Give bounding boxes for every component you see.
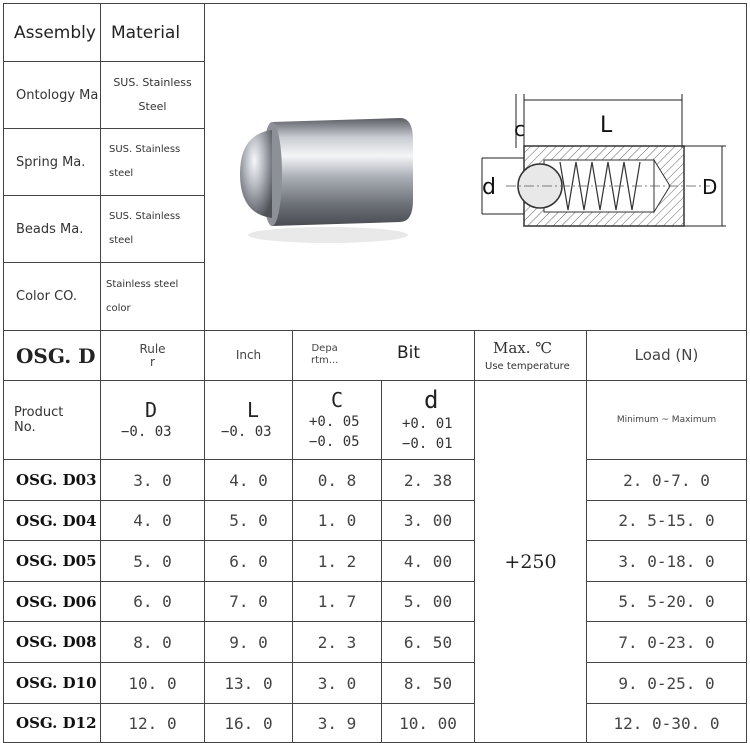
cell-value: OSG. D04	[16, 511, 97, 530]
dept-header	[311, 343, 338, 367]
inch-header-label: Inch	[235, 348, 262, 362]
material-header	[100, 3, 205, 62]
table-cell-L	[204, 703, 293, 743]
material-row-key	[3, 61, 101, 129]
cell-value: 5. 5-20. 0	[618, 592, 715, 611]
table-cell-L	[204, 459, 293, 501]
product-no-line2: No.	[14, 420, 36, 435]
cell-value: 6. 50	[403, 632, 453, 652]
sub-d-tol2: −0. 01	[402, 436, 453, 452]
sub-D-letter: D	[145, 398, 158, 422]
table-cell-D	[100, 459, 205, 501]
sub-d-letter: d	[424, 386, 439, 414]
diagram-label-D: D	[702, 175, 718, 199]
table-cell-L	[204, 581, 293, 622]
spring-value: SUS. Stainless steel	[109, 144, 181, 179]
table-cell-d	[381, 703, 475, 743]
cell-value: 1. 7	[317, 592, 357, 611]
cell-value: 8. 0	[133, 632, 172, 652]
ontology-value-line1: SUS. Stainless	[113, 76, 192, 89]
sub-D-tol2: −0. 03	[121, 424, 172, 440]
table-cell-load	[586, 459, 747, 501]
dept-bit-header	[292, 330, 475, 381]
cell-value: 5. 00	[403, 592, 453, 611]
table-cell-load	[586, 703, 747, 743]
cell-value: 9. 0	[229, 632, 268, 652]
cell-value: 4. 00	[403, 551, 453, 571]
cell-value: 6. 0	[229, 551, 268, 571]
cell-value: OSG. D08	[16, 633, 97, 651]
table-cell-model	[3, 459, 101, 501]
sub-L-tol2: −0. 03	[221, 424, 272, 440]
table-cell-C	[292, 662, 382, 704]
beads-value: SUS. Stainless steel	[109, 211, 181, 246]
spec-table-title	[3, 330, 101, 381]
cell-value: 1. 2	[317, 551, 357, 571]
table-cell-D	[100, 540, 205, 582]
color-value: Stainless steel color	[106, 278, 179, 314]
table-cell-model	[3, 662, 101, 704]
series-title: OSG. D	[16, 343, 96, 368]
table-cell-C	[292, 581, 382, 622]
color-key: Color CO.	[16, 289, 77, 304]
material-row-value	[100, 262, 205, 331]
cell-value: 5. 0	[229, 511, 268, 530]
sub-L-letter: L	[247, 398, 260, 422]
table-cell-d	[381, 540, 475, 582]
table-cell-load	[586, 621, 747, 663]
load-header-label: Load (N)	[634, 346, 699, 364]
table-cell-C	[292, 500, 382, 541]
diagram-label-L: L	[600, 113, 613, 138]
load-header	[586, 330, 747, 381]
table-cell-D	[100, 662, 205, 704]
assembly-header-label: Assembly	[14, 22, 96, 43]
material-header-label: Material	[111, 22, 181, 43]
rule-header	[100, 330, 205, 381]
table-cell-load	[586, 581, 747, 622]
ontology-key: Ontology Ma	[16, 87, 99, 103]
cell-value: 7. 0-23. 0	[618, 632, 715, 652]
table-cell-D	[100, 621, 205, 663]
max-temp-header	[474, 330, 587, 381]
sub-D	[100, 380, 205, 460]
cell-value: OSG. D10	[16, 674, 97, 692]
cell-value: 9. 0-25. 0	[618, 673, 715, 693]
dimension-diagram	[470, 88, 732, 238]
table-cell-C	[292, 703, 382, 743]
beads-key: Beads Ma.	[16, 221, 84, 237]
cell-value: 7. 0	[229, 592, 268, 611]
sub-C-tol2: −0. 05	[309, 434, 360, 450]
table-cell-d	[381, 459, 475, 501]
product-no-header	[3, 380, 101, 460]
rule-header-line2: r	[150, 354, 155, 369]
max-temperature-value	[474, 380, 587, 743]
cell-value: 12. 0	[128, 713, 177, 733]
cell-value: 2. 0-7. 0	[623, 470, 710, 490]
table-cell-d	[381, 662, 475, 704]
cell-value: 16. 0	[224, 713, 273, 733]
cell-value: 5. 0	[133, 551, 172, 571]
table-cell-d	[381, 581, 475, 622]
table-cell-L	[204, 621, 293, 663]
material-row-value	[100, 128, 205, 196]
table-cell-model	[3, 581, 101, 622]
spring-key: Spring Ma.	[16, 154, 86, 170]
diagram-label-d: d	[482, 175, 496, 200]
inch-header	[204, 330, 293, 381]
cell-value: 10. 0	[128, 673, 177, 693]
cell-value: 3. 0	[133, 470, 172, 490]
material-row-value	[100, 61, 205, 129]
table-cell-load	[586, 662, 747, 704]
cell-value: 4. 0	[133, 511, 172, 530]
table-cell-load	[586, 500, 747, 541]
sub-d	[381, 380, 475, 460]
material-row-key	[3, 128, 101, 196]
cell-value: 3. 0-18. 0	[618, 551, 715, 571]
table-cell-load	[586, 540, 747, 582]
sub-d-tol1: +0. 01	[402, 416, 453, 432]
material-row-value	[100, 195, 205, 263]
table-cell-model	[3, 540, 101, 582]
cell-value: 1. 0	[317, 511, 357, 530]
load-range-header	[586, 380, 747, 460]
cell-value: OSG. D12	[16, 714, 97, 732]
table-cell-C	[292, 459, 382, 501]
cell-value: 2. 38	[403, 470, 453, 490]
cell-value: OSG. D05	[16, 552, 97, 570]
dept-header-line1: Depa	[311, 343, 338, 354]
material-row-key	[3, 195, 101, 263]
bit-header: Bit	[397, 343, 421, 363]
table-cell-L	[204, 500, 293, 541]
table-cell-D	[100, 500, 205, 541]
diagram-label-c: c	[514, 117, 525, 141]
sub-C	[292, 380, 382, 460]
cell-value: OSG. D03	[16, 471, 97, 489]
dept-header-line2: rtm...	[311, 355, 339, 366]
table-cell-d	[381, 621, 475, 663]
load-range-label: Minimum ~ Maximum	[616, 415, 717, 425]
table-cell-C	[292, 540, 382, 582]
product-no-line1: Product	[14, 405, 64, 420]
cell-value: 8. 50	[403, 673, 453, 693]
table-cell-model	[3, 703, 101, 743]
table-cell-C	[292, 621, 382, 663]
cell-value: 10. 00	[399, 713, 457, 733]
cell-value: 3. 0	[317, 673, 357, 693]
table-cell-model	[3, 621, 101, 663]
sub-C-letter: C	[331, 388, 344, 412]
cell-value: OSG. D06	[16, 592, 97, 611]
max-temp-header-line1: Max. ℃	[493, 339, 553, 357]
cell-value: 3. 00	[403, 511, 453, 530]
cell-value: 0. 8	[317, 470, 357, 490]
cell-value: 4. 0	[229, 470, 268, 490]
table-cell-D	[100, 581, 205, 622]
table-cell-D	[100, 703, 205, 743]
assembly-header	[3, 3, 101, 62]
table-cell-L	[204, 540, 293, 582]
cell-value: 6. 0	[133, 592, 172, 611]
cell-value: 13. 0	[224, 673, 273, 693]
cell-value: 2. 3	[317, 632, 357, 652]
material-row-key	[3, 262, 101, 331]
ball-plunger-photo	[230, 100, 420, 250]
max-temp-header-line2: Use temperature	[485, 361, 570, 372]
table-cell-d	[381, 500, 475, 541]
sub-C-tol1: +0. 05	[309, 414, 360, 430]
temperature-value: +250	[504, 550, 557, 573]
cell-value: 2. 5-15. 0	[618, 511, 715, 530]
table-cell-model	[3, 500, 101, 541]
cell-value: 3. 9	[317, 713, 357, 733]
table-cell-L	[204, 662, 293, 704]
ontology-value-line2: Steel	[138, 100, 167, 113]
cell-value: 12. 0-30. 0	[613, 713, 720, 733]
sub-L	[204, 380, 293, 460]
rule-header-line1: Rule	[139, 341, 166, 356]
